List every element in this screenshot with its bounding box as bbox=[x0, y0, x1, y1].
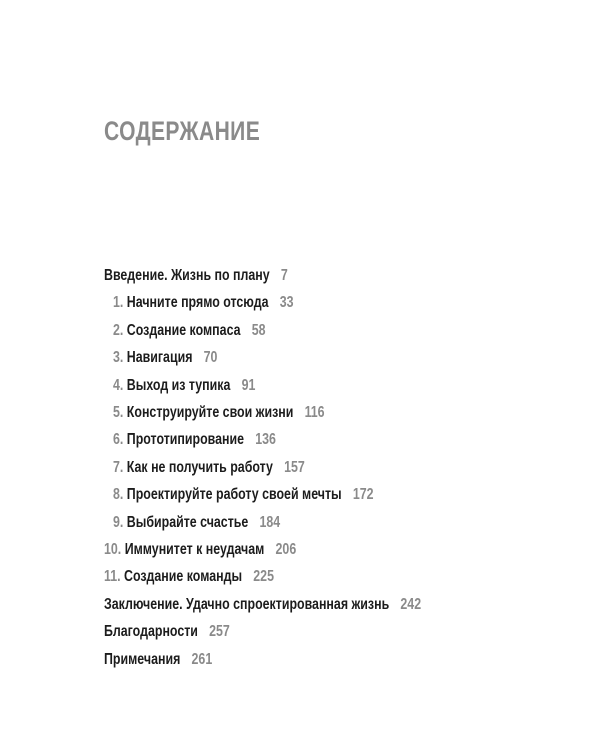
toc-chapter-title: Примечания bbox=[104, 650, 181, 668]
toc-page-number: 172 bbox=[352, 486, 374, 504]
toc-chapter-number: 9. bbox=[113, 513, 124, 531]
toc-chapter-number: 11. bbox=[104, 568, 121, 586]
toc-page-number: 116 bbox=[304, 404, 325, 421]
toc-page-number: 70 bbox=[203, 349, 218, 367]
toc-chapter-title: Как не получить работу bbox=[126, 458, 273, 476]
toc-chapter-title: Проектируйте работу своей мечты bbox=[126, 486, 342, 504]
toc-page-number: 91 bbox=[241, 376, 256, 394]
toc-chapter-title: Благодарности bbox=[104, 623, 198, 641]
toc-chapter-title: Навигация bbox=[126, 349, 193, 367]
toc-entry bbox=[113, 483, 374, 507]
toc-entry bbox=[104, 538, 296, 562]
toc-chapter-number: 1. bbox=[113, 294, 124, 312]
toc-entry bbox=[104, 565, 274, 589]
toc-chapter-title: Прототипирование bbox=[126, 431, 245, 449]
toc-page-number: 157 bbox=[284, 458, 305, 476]
toc-chapter-number: 10. bbox=[104, 541, 122, 558]
toc-chapter-title: Выбирайте счастье bbox=[126, 513, 249, 531]
toc-page-number: 206 bbox=[275, 541, 297, 558]
toc-entry bbox=[104, 593, 421, 617]
toc-chapter-number: 6. bbox=[113, 431, 124, 449]
toc-entry bbox=[113, 401, 325, 425]
toc-chapter-title: Заключение. Удачно спроектированная жизнь bbox=[104, 595, 390, 613]
toc-chapter-title: Создание компаса bbox=[126, 321, 241, 339]
toc-entry bbox=[104, 620, 230, 644]
page-title: СОДЕРЖАНИЕ bbox=[104, 116, 261, 146]
toc-page-number: 33 bbox=[279, 294, 294, 312]
toc-entry bbox=[113, 346, 217, 370]
toc-chapter-number: 2. bbox=[113, 321, 124, 339]
toc-chapter-number: 7. bbox=[113, 458, 124, 476]
toc-chapter-number: 8. bbox=[113, 486, 124, 504]
toc-entry bbox=[113, 511, 280, 535]
toc-entry bbox=[113, 374, 255, 398]
toc-page-number: 7 bbox=[280, 267, 288, 284]
toc-chapter-title: Введение. Жизнь по плану bbox=[104, 267, 270, 284]
toc-page-number: 257 bbox=[209, 623, 230, 641]
toc-entry bbox=[113, 428, 276, 452]
toc-chapter-title: Иммунитет к неудачам bbox=[124, 541, 265, 558]
toc-page-number: 58 bbox=[251, 321, 266, 339]
toc-chapter-title: Выход из тупика bbox=[126, 376, 231, 394]
toc-chapter-number: 5. bbox=[113, 404, 124, 421]
toc-entry bbox=[113, 456, 305, 480]
toc-page-number: 136 bbox=[255, 431, 276, 449]
toc-page-number: 225 bbox=[253, 568, 274, 586]
toc-page-number: 184 bbox=[259, 513, 281, 531]
toc-entry bbox=[113, 319, 266, 343]
toc-chapter-number: 4. bbox=[113, 376, 124, 394]
toc-entry bbox=[113, 291, 294, 315]
toc-entry bbox=[104, 264, 288, 288]
toc-chapter-title: Конструируйте свои жизни bbox=[126, 404, 294, 421]
toc-chapter-number: 3. bbox=[113, 349, 124, 367]
toc-chapter-title: Начните прямо отсюда bbox=[126, 294, 269, 312]
toc-page-number: 242 bbox=[400, 595, 422, 613]
toc-page-number: 261 bbox=[191, 650, 213, 668]
toc-entry bbox=[104, 648, 212, 672]
toc-chapter-title: Создание команды bbox=[124, 568, 243, 586]
